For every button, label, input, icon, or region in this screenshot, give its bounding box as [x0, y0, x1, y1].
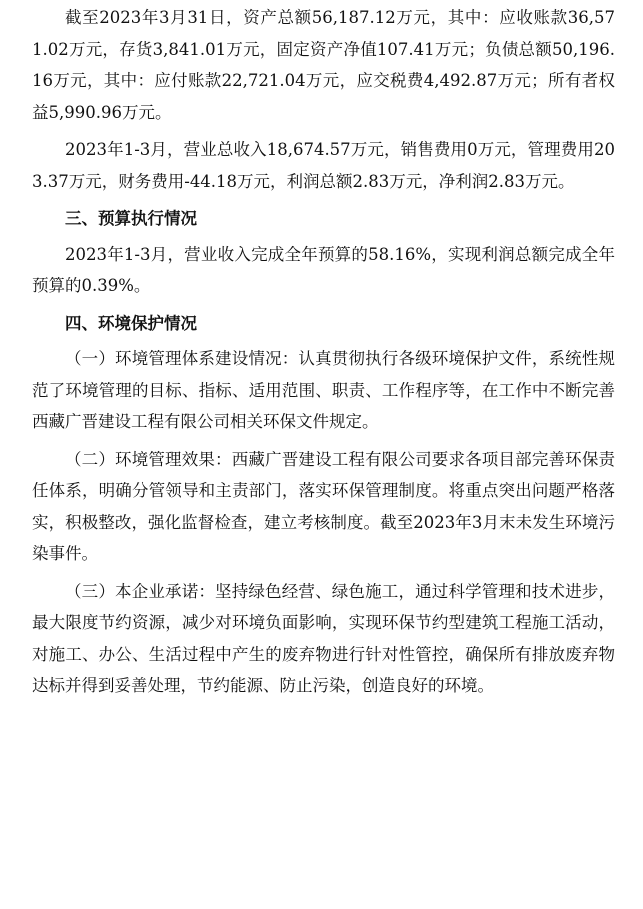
assets-paragraph: 截至2023年3月31日，资产总额56,187.12万元，其中：应收账款36,571.02万元，存货3,841.01万元，固定资产净值107.41万元；负债总额50,196.16万元，其中：应付账款22,721.04万元，应交税费4,492.87万元；所有者权益5,990.96万元。: [32, 8, 615, 122]
env-effect-paragraph: （二）环境管理效果：西藏广晋建设工程有限公司要求各项目部完善环保责任体系，明确分管领导和主责部门，落实环保管理制度。将重点突出问题严格落实，积极整改，强化监督检查，建立考核制度。截至2023年3月末未发生环境污染事件。: [32, 449, 615, 563]
commitment-paragraph: （三）本企业承诺：坚持绿色经营、绿色施工，通过科学管理和技术进步，最大限度节约资源，减少对环境负面影响，实现环保节约型建筑工程施工活动，对施工、办公、生活过程中产生的废弃物进行针对性管控，确保所有排放废弃物达标并得到妥善处理，节约能源、防止污染，创造良好的环境。: [32, 581, 615, 695]
document-page: [32, 0, 615, 702]
section-heading-environment: 四、环境保护情况: [65, 313, 197, 333]
section-heading-budget: 三、预算执行情况: [65, 209, 197, 228]
env-system-paragraph: （一）环境管理体系建设情况：认真贯彻执行各级环境保护文件，系统性规范了环境管理的目标、指标、适用范围、职责、工作程序等，在工作中不断完善西藏广晋建设工程有限公司相关环保文件规定。: [32, 349, 615, 431]
income-paragraph: 2023年1-3月，营业总收入18,674.57万元，销售费用0万元，管理费用203.37万元，财务费用-44.18万元，利润总额2.83万元，净利润2.83万元。: [32, 140, 615, 191]
budget-paragraph: 2023年1-3月，营业收入完成全年预算的58.16%，实现利润总额完成全年预算的0.39%。: [32, 244, 615, 295]
